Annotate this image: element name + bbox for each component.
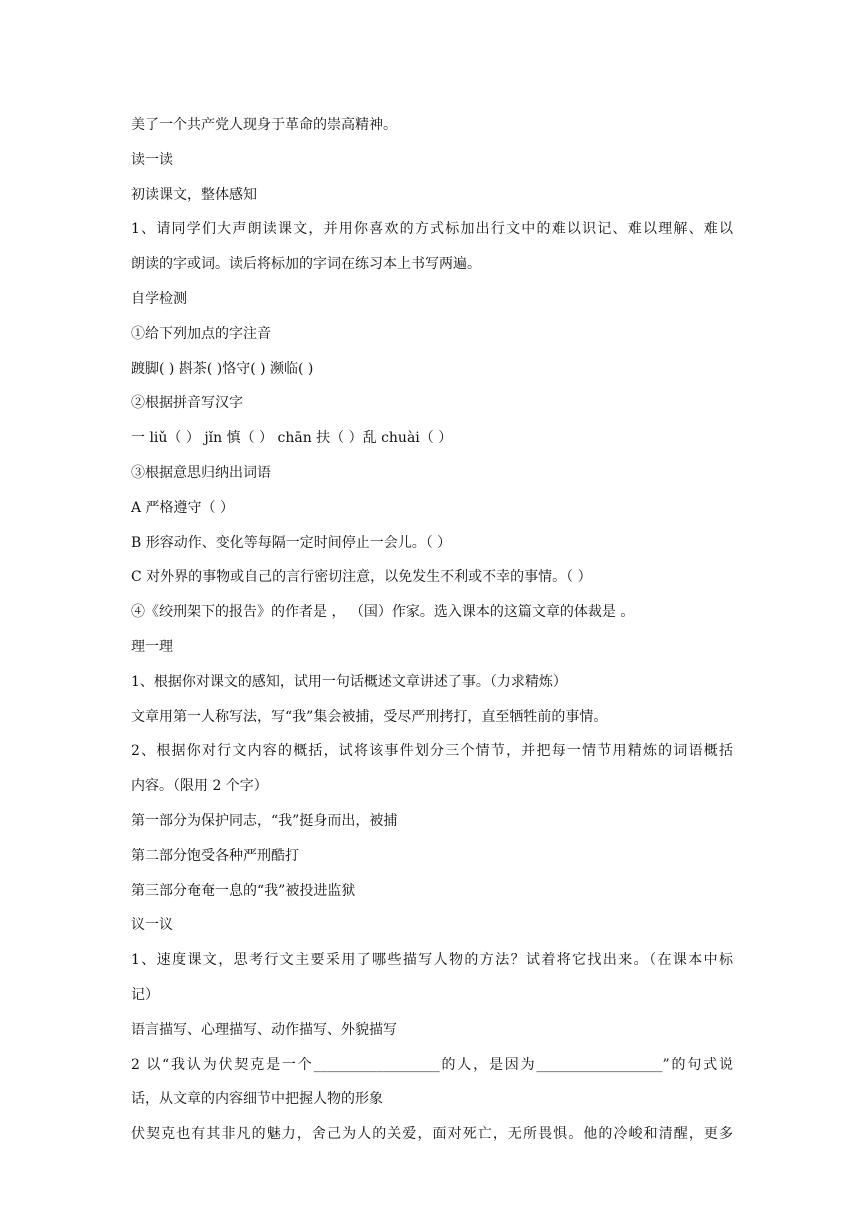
question-item: ②根据拼音写汉字 bbox=[131, 395, 243, 412]
section-heading-organize: 理一理 bbox=[131, 638, 173, 655]
answer-line: 第二部分饱受各种严刑酷打 bbox=[131, 847, 299, 864]
question-item: 1、根据你对课文的感知，试用一句话概述文章讲述了事。（力求精炼） bbox=[131, 673, 567, 690]
answer-line: 语言描写、心理描写、动作描写、外貌描写 bbox=[131, 1021, 397, 1038]
question-item: 一 liǔ（ ） jǐn 慎（ ） chān 扶（ ）乱 chuài（ ） bbox=[131, 430, 453, 447]
answer-line: 第一部分为保护同志，“我”挺身而出，被捕 bbox=[131, 812, 398, 829]
text-line: 伏契克也有其非凡的魅力，舍己为人的关爱，面对死亡，无所畏惧。他的冷峻和清醒，更多 bbox=[131, 1126, 733, 1143]
question-item: A 严格遵守（ ） bbox=[131, 499, 235, 516]
answer-line: 第三部分奄奄一息的“我”被投进监狱 bbox=[131, 882, 356, 899]
section-heading-discuss: 议一议 bbox=[131, 917, 173, 934]
question-item: C 对外界的事物或自己的言行密切注意，以免发生不利或不幸的事情。（ ） bbox=[131, 569, 592, 586]
question-item: ④《绞刑架下的报告》的作者是 ， （国）作家。选入课本的这篇文章的体裁是 。 bbox=[131, 604, 635, 621]
question-item: 2 以“我认为伏契克是一个__________________的人，是因为__________________”的句式说 bbox=[131, 1056, 733, 1073]
question-item: 2、根据你对行文内容的概括，试将该事件划分三个情节，并把每一情节用精炼的词语概括 bbox=[131, 743, 733, 760]
question-item: 内容。（限用 2 个字） bbox=[131, 778, 268, 795]
question-item: ①给下列加点的字注音 bbox=[131, 325, 271, 342]
subheading-self-test: 自学检测 bbox=[131, 290, 187, 307]
question-item: 记） bbox=[131, 986, 159, 1003]
document-page bbox=[131, 108, 733, 1152]
question-item: 话，从文章的内容细节中把握人物的形象 bbox=[131, 1091, 383, 1108]
question-item: 踱脚( ) 斟茶( )恪守( ) 濒临( ) bbox=[131, 360, 314, 377]
text-line: 朗读的字或词。读后将标加的字词在练习本上书写两遍。 bbox=[131, 256, 481, 273]
section-heading-read: 读一读 bbox=[131, 151, 173, 168]
answer-line: 文章用第一人称写法，写“我”集会被捕，受尽严刑拷打，直至牺牲前的事情。 bbox=[131, 708, 608, 725]
text-line: 1、请同学们大声朗读课文，并用你喜欢的方式标加出行文中的难以识记、难以理解、难以 bbox=[131, 221, 733, 238]
question-item: ③根据意思归纳出词语 bbox=[131, 464, 271, 481]
subheading: 初读课文，整体感知 bbox=[131, 186, 257, 203]
text-line: 美了一个共产党人现身于革命的崇高精神。 bbox=[131, 117, 397, 133]
question-item: B 形容动作、变化等每隔一定时间停止一会儿。（ ） bbox=[131, 534, 452, 551]
question-item: 1、速度课文，思考行文主要采用了哪些描写人物的方法？试着将它找出来。（在课本中标 bbox=[131, 952, 733, 969]
